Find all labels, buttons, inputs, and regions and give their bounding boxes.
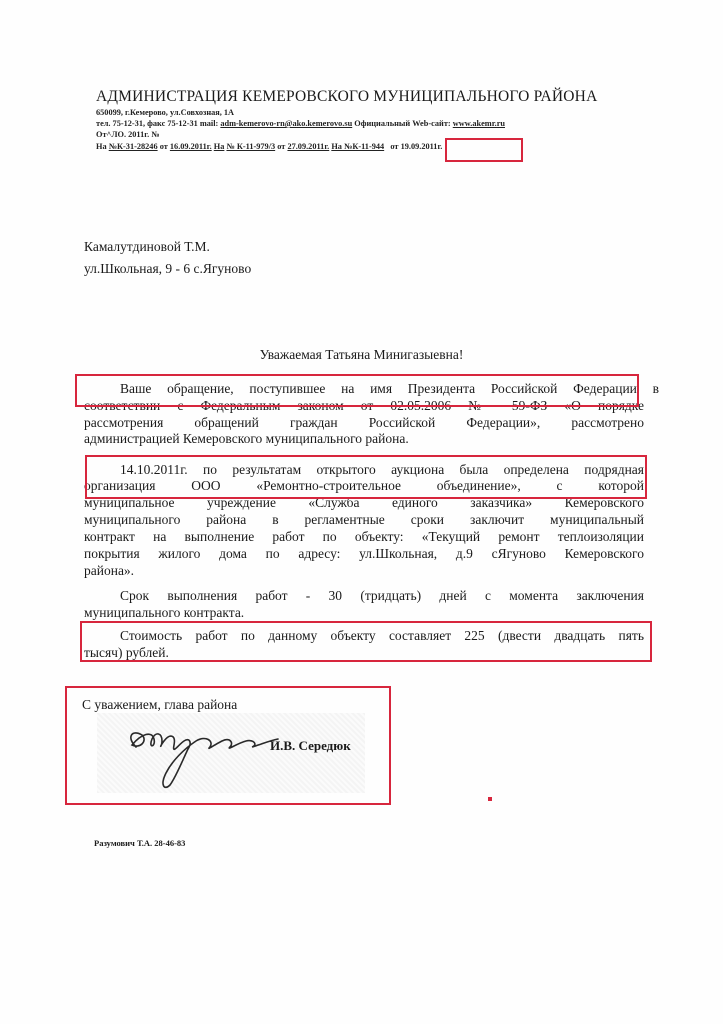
body-line: Стоимость работ по данному объекту составляет 225 (двести двадцать пять — [120, 628, 644, 643]
body-line: соответствии с Федеральным законом от 02.05.2006 № 59-ФЗ «О порядке — [84, 398, 644, 413]
phone-text: тел. 75-12-31, факс 75-12-31 mail: — [96, 119, 219, 128]
ref3-date: от 19.09.2011г. — [390, 142, 443, 151]
reference-line — [96, 142, 442, 151]
highlight-box-cost — [80, 621, 652, 662]
org-contacts — [96, 119, 505, 128]
highlight-box-signature — [65, 686, 391, 805]
ref2-prefix: На — [213, 142, 225, 151]
body-line: тысяч) рублей. — [84, 645, 169, 660]
website-link[interactable]: www.akemr.ru — [452, 119, 505, 128]
org-title: АДМИНИСТРАЦИЯ КЕМЕРОВСКОГО МУНИЦИПАЛЬНОГО РАЙОНА — [96, 88, 598, 105]
body-line: рассмотрения обращений граждан Российской Федерации», рассмотрено — [84, 415, 644, 430]
signatory-name: И.В. Середюк — [270, 738, 351, 753]
outgoing-number: От^ЛО. 2011г. № — [96, 130, 160, 139]
red-mark — [488, 797, 492, 801]
ref1-number: №К-31-28246 — [108, 142, 158, 151]
website-label: Официальный Web-сайт: — [354, 119, 451, 128]
body-line: муниципального района в регламентные сроки заключит муниципальный — [84, 512, 644, 527]
body-line: контракт на выполнение работ по объекту: «Текущий ремонт теплоизоляции — [84, 529, 644, 544]
ref1-date: 16.09.2011г. — [169, 142, 212, 151]
body-line: администрацией Кемеровского муниципального района. — [84, 431, 409, 446]
body-line: организация ООО «Ремонтно-строительное объединение», с которой — [84, 478, 644, 493]
ref2-date: 27.09.2011г. — [287, 142, 330, 151]
body-line: муниципальное учреждение «Служба единого заказчика» Кемеровского — [84, 495, 644, 510]
addressee-address: ул.Школьная, 9 - 6 с.Ягуново — [84, 261, 252, 276]
body-line: 14.10.2011г. по результатам открытого аукциона была определена подрядная — [120, 462, 644, 477]
email-link[interactable]: adm-kemerovo-rn@ako.kemerovo.su — [220, 119, 353, 128]
ref2-number: № К-11-979/3 — [226, 142, 276, 151]
addressee-name: Камалутдиновой Т.М. — [84, 239, 210, 254]
body-line: покрытия жилого дома по адресу: ул.Школьная, д.9 сЯгуново Кемеровского — [84, 546, 644, 561]
highlight-box-date — [445, 138, 523, 162]
greeting: Уважаемая Татьяна Минигазыевна! — [259, 347, 464, 362]
body-line: района». — [84, 563, 135, 578]
body-line: Ваше обращение, поступившее на имя Президента Российской Федерации в — [120, 381, 659, 396]
ref2-from: от — [277, 142, 286, 151]
executor-contact: Разумович Т.А. 28-46-83 — [94, 838, 186, 848]
highlight-box-appeal — [75, 374, 639, 407]
ref3-number: На №К-11-944 — [331, 142, 385, 151]
org-address: 650099, г.Кемерово, ул.Совхозная, 1А — [96, 108, 235, 117]
ref1-prefix: На — [96, 142, 107, 151]
closing-text: С уважением, глава района — [82, 697, 238, 712]
body-line: Срок выполнения работ - 30 (тридцать) дней с момента заключения — [120, 588, 644, 603]
ref1-from: от — [159, 142, 168, 151]
body-line: муниципального контракта. — [84, 605, 245, 620]
highlight-box-auction — [85, 455, 647, 499]
